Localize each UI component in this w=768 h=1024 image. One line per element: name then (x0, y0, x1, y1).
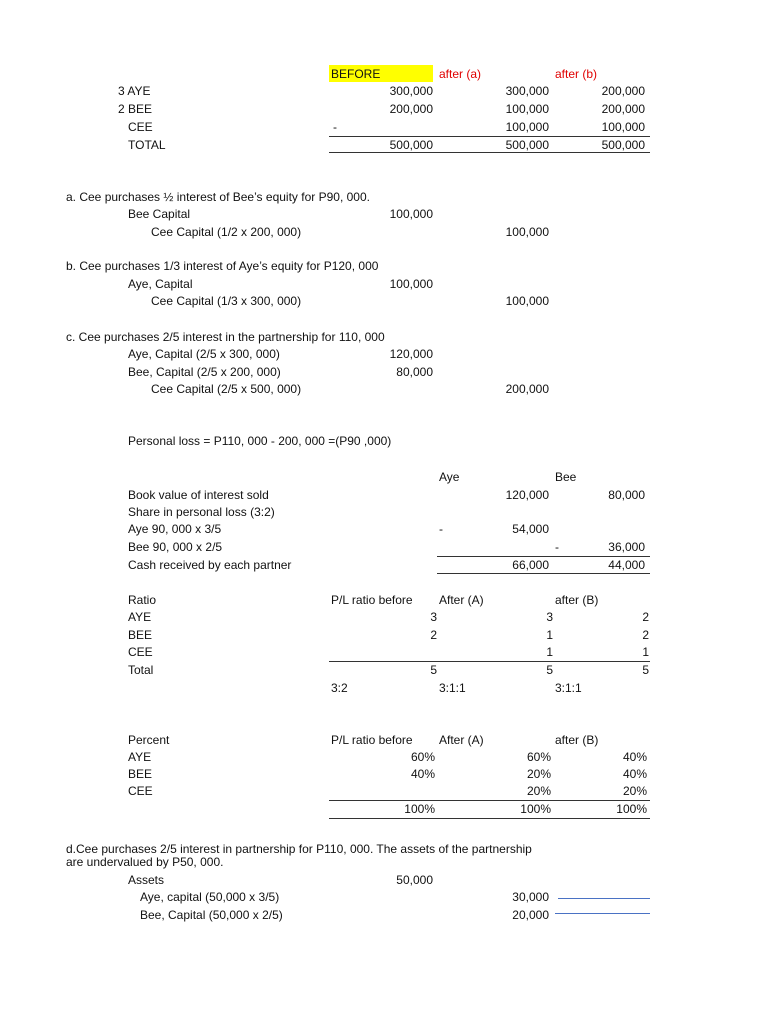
header-after-a: after (a) (439, 67, 482, 81)
section-a-title: a. Cee purchases ½ interest of Bee’s equity for P90, 000. (66, 190, 370, 204)
percent-title: Percent (128, 733, 170, 747)
section-d-assets-label: Assets (128, 873, 165, 887)
row-cee-after-b: 100,000 (601, 120, 645, 134)
header-after-b: after (b) (555, 67, 598, 81)
section-c-debit2-label: Bee, Capital (2/5 x 200, 000) (128, 365, 281, 379)
row-cee-before: - (333, 120, 337, 134)
aye-blue-line (558, 898, 650, 899)
row-aye-after-a: 300,000 (505, 84, 549, 98)
section-c-debit1-label: Aye, Capital (2/5 x 300, 000) (128, 347, 280, 361)
percent-bee-after-b: 40% (622, 767, 647, 781)
ratio-aye-after-a: 3 (546, 610, 553, 624)
section-b-debit-amount: 100,000 (389, 277, 433, 291)
ratio-total-before: 5 (430, 663, 437, 677)
percent-bee-before: 40% (410, 767, 435, 781)
section-c-credit-label: Cee Capital (2/5 x 500, 000) (151, 382, 302, 396)
section-c-debit1-amount: 120,000 (389, 347, 433, 361)
row-total-before: 500,000 (389, 138, 433, 152)
percent-col-after-b: after (B) (555, 733, 599, 747)
ratio-col-before: P/L ratio before (331, 593, 413, 607)
book-value-bee: 80,000 (608, 488, 645, 502)
capital-total-rule (329, 136, 650, 137)
section-d-assets-amount: 50,000 (396, 873, 433, 887)
aye-share-dash: - (439, 522, 443, 536)
row-aye-before: 300,000 (389, 84, 433, 98)
cash-bottom-rule (437, 573, 650, 574)
percent-col-after-a: After (A) (439, 733, 484, 747)
row-cee-after-a: 100,000 (505, 120, 549, 134)
ratio-aye-label: AYE (128, 610, 152, 624)
ratio-title: Ratio (128, 593, 157, 607)
bee-share-label: Bee 90, 000 x 2/5 (128, 540, 223, 554)
aye-share-value: 54,000 (512, 522, 549, 536)
section-b-title: b. Cee purchases 1/3 interest of Aye’s equity for P120, 000 (66, 259, 379, 273)
loss-col-aye: Aye (439, 470, 460, 484)
percent-cee-label: CEE (128, 784, 153, 798)
percent-bee-label: BEE (128, 767, 153, 781)
ratio-bee-after-b: 2 (642, 628, 649, 642)
section-b-credit-amount: 100,000 (505, 294, 549, 308)
ratio-aye-before: 3 (430, 610, 437, 624)
percent-total-rule (329, 800, 650, 801)
capital-bottom-rule (329, 152, 650, 153)
ratio-cee-after-a: 1 (546, 645, 553, 659)
ratio-total-after-a: 5 (546, 663, 553, 677)
ratio-after-a-text: 3:1:1 (439, 681, 466, 695)
section-d-bee-amount: 20,000 (512, 908, 549, 922)
section-b-debit-label: Aye, Capital (128, 277, 193, 291)
percent-cee-after-b: 20% (622, 784, 647, 798)
ratio-total-rule (329, 661, 650, 662)
cash-received-label: Cash received by each partner (128, 558, 292, 572)
header-before: BEFORE (331, 67, 381, 81)
book-value-aye: 120,000 (505, 488, 549, 502)
percent-total-after-a: 100% (520, 802, 551, 816)
row-cee-label: CEE (128, 120, 153, 134)
percent-bee-after-a: 20% (526, 767, 551, 781)
ratio-cee-after-b: 1 (642, 645, 649, 659)
ratio-col-after-b: after (B) (555, 593, 599, 607)
section-a-credit-amount: 100,000 (505, 225, 549, 239)
section-c-credit-amount: 200,000 (505, 382, 549, 396)
bee-share-value: 36,000 (608, 540, 645, 554)
section-d-title-line1: d.Cee purchases 2/5 interest in partnership for P110, 000. The assets of the partnership (66, 842, 532, 856)
row-bee-after-a: 100,000 (505, 102, 549, 116)
ratio-total-after-b: 5 (642, 663, 649, 677)
aye-share-label: Aye 90, 000 x 3/5 (128, 522, 222, 536)
section-d-aye-label: Aye, capital (50,000 x 3/5) (140, 890, 280, 904)
bee-blue-line (555, 913, 650, 914)
section-a-debit-label: Bee Capital (128, 207, 191, 221)
ratio-before-text: 3:2 (331, 681, 348, 695)
share-loss-label: Share in personal loss (3:2) (128, 505, 275, 519)
row-total-after-b: 500,000 (601, 138, 645, 152)
book-value-label: Book value of interest sold (128, 488, 269, 502)
cash-rule (437, 556, 650, 557)
percent-aye-after-a: 60% (526, 750, 551, 764)
percent-aye-label: AYE (128, 750, 152, 764)
row-bee-before: 200,000 (389, 102, 433, 116)
percent-col-before: P/L ratio before (331, 733, 413, 747)
bee-share-dash: - (555, 540, 559, 554)
section-d-bee-label: Bee, Capital (50,000 x 2/5) (140, 908, 283, 922)
section-a-debit-amount: 100,000 (389, 207, 433, 221)
ratio-cee-label: CEE (128, 645, 153, 659)
section-a-credit-label: Cee Capital (1/2 x 200, 000) (151, 225, 302, 239)
cash-received-aye: 66,000 (512, 558, 549, 572)
row-bee-label: 2 BEE (118, 102, 153, 116)
ratio-aye-after-b: 2 (642, 610, 649, 624)
percent-bottom-rule (329, 818, 650, 819)
section-d-aye-amount: 30,000 (512, 890, 549, 904)
percent-total-after-b: 100% (616, 802, 647, 816)
ratio-col-after-a: After (A) (439, 593, 484, 607)
ratio-bee-after-a: 1 (546, 628, 553, 642)
cash-received-bee: 44,000 (608, 558, 645, 572)
percent-cee-after-a: 20% (526, 784, 551, 798)
section-d-title-line2: are undervalued by P50, 000. (66, 855, 224, 869)
row-aye-after-b: 200,000 (601, 84, 645, 98)
section-c-title: c. Cee purchases 2/5 interest in the partnership for 110, 000 (66, 330, 385, 344)
percent-aye-after-b: 40% (622, 750, 647, 764)
row-aye-label: 3 AYE (118, 84, 151, 98)
ratio-after-b-text: 3:1:1 (555, 681, 582, 695)
loss-col-bee: Bee (555, 470, 577, 484)
personal-loss: Personal loss = P110, 000 - 200, 000 =(P90 ,000) (128, 434, 392, 448)
section-b-credit-label: Cee Capital (1/3 x 300, 000) (151, 294, 302, 308)
percent-aye-before: 60% (410, 750, 435, 764)
ratio-bee-before: 2 (430, 628, 437, 642)
ratio-total-label: Total (128, 663, 154, 677)
row-bee-after-b: 200,000 (601, 102, 645, 116)
section-c-debit2-amount: 80,000 (396, 365, 433, 379)
row-total-label: TOTAL (128, 138, 166, 152)
percent-total-before: 100% (404, 802, 435, 816)
row-total-after-a: 500,000 (505, 138, 549, 152)
ratio-bee-label: BEE (128, 628, 153, 642)
